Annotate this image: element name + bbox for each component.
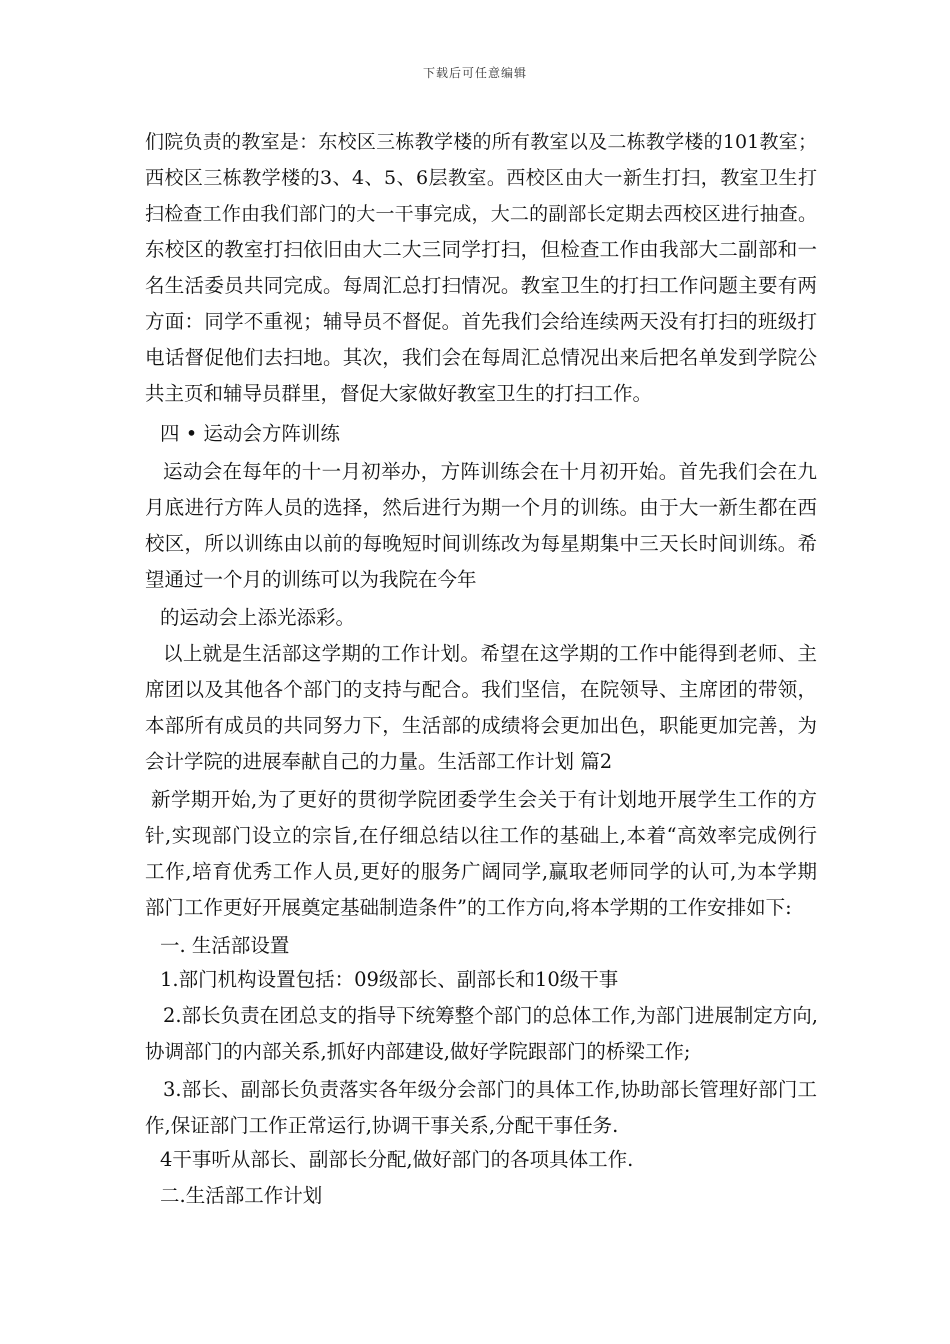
text-line: 扫检查工作由我们部门的大一干事完成，大二的副部长定期去西校区进行抽查。: [145, 203, 817, 225]
text-line: 会计学院的进展奉献自己的力量。生活部工作计划 篇2: [145, 750, 613, 773]
text-line: 电话督促他们去扫地。其次，我们会在每周汇总情况出来后把名单发到学院公: [145, 346, 817, 369]
text-line: 本部所有成员的共同努力下，生活部的成绩将会更加出色，职能更加完善，为: [145, 714, 817, 737]
text-line: 们院负责的教室是：东校区三栋教学楼的所有教室以及二栋教学楼的101教室；: [145, 131, 817, 153]
text-line: 工作,培育优秀工作人员,更好的服务广阔同学,赢取老师同学的认可,为本学期: [145, 860, 817, 883]
text-line: 作,保证部门工作正常运行,协调干事关系,分配干事任务.: [145, 1114, 619, 1137]
section-heading: 四 • 运动会方阵训练: [160, 422, 340, 445]
text-line: 方面：同学不重视；辅导员不督促。首先我们会给连续两天没有打扫的班级打: [145, 310, 817, 333]
list-item: 1.部门机构设置包括：09级部长、副部长和10级干事: [160, 968, 619, 991]
list-item: 2.部长负责在团总支的指导下统筹整个部门的总体工作,为部门进展制定方向,: [163, 1004, 819, 1027]
text-line: 运动会在每年的十一月初举办，方阵训练会在十月初开始。首先我们会在九: [163, 460, 817, 483]
text-line: 望通过一个月的训练可以为我院在今年: [145, 568, 477, 591]
text-line: 以上就是生活部这学期的工作计划。希望在这学期的工作中能得到老师、主: [163, 642, 817, 665]
list-item: 3.部长、副部长负责落实各年级分会部门的具体工作,协助部长管理好部门工: [163, 1078, 817, 1101]
text-line: 月底进行方阵人员的选择，然后进行为期一个月的训练。由于大一新生都在西: [145, 496, 817, 519]
text-line: 的运动会上添光添彩。: [160, 606, 356, 629]
page-header: 下载后可任意编辑: [422, 66, 527, 80]
text-line: 校区，所以训练由以前的每晚短时间训练改为每星期集中三天长时间训练。希: [145, 532, 817, 555]
text-line: 新学期开始,为了更好的贯彻学院团委学生会关于有计划地开展学生工作的方: [151, 788, 817, 811]
text-line: 西校区三栋教学楼的3、4、5、6层教室。西校区由大一新生打扫，教室卫生打: [145, 167, 817, 189]
section-heading: 一. 生活部设置: [160, 934, 290, 957]
text-line: 部门工作更好开展奠定基础制造条件”的工作方向,将本学期的工作安排如下:: [145, 896, 792, 919]
text-line: 东校区的教室打扫依旧由大二大三同学打扫，但检查工作由我部大二副部和一: [145, 238, 817, 261]
list-item: 4干事听从部长、副部长分配,做好部门的各项具体工作.: [160, 1148, 634, 1171]
text-line: 针,实现部门设立的宗旨,在仔细总结以往工作的基础上,本着“高效率完成例行: [145, 824, 817, 847]
section-heading: 二.生活部工作计划: [160, 1184, 323, 1207]
text-line: 协调部门的内部关系,抓好内部建设,做好学院跟部门的桥梁工作;: [145, 1040, 691, 1063]
text-line: 名生活委员共同完成。每周汇总打扫情况。教室卫生的打扫工作问题主要有两: [145, 274, 817, 297]
text-line: 席团以及其他各个部门的支持与配合。我们坚信，在院领导、主席团的带领，: [145, 678, 817, 701]
text-line: 共主页和辅导员群里，督促大家做好教室卫生的打扫工作。: [145, 382, 653, 405]
